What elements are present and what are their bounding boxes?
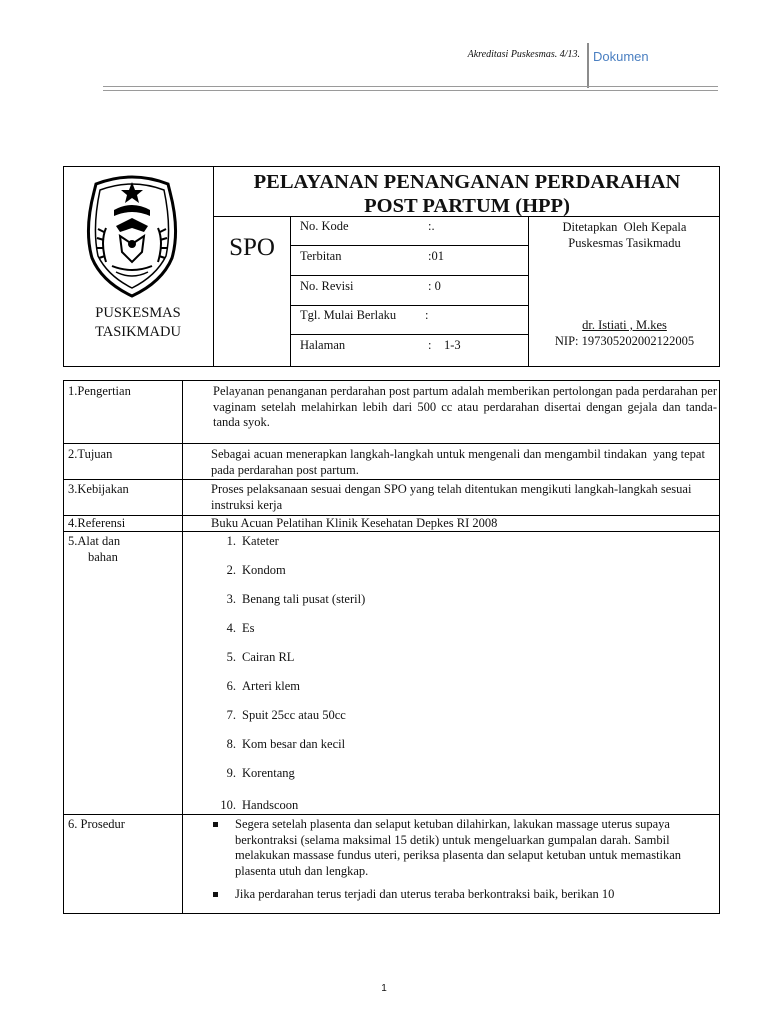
field-label: Halaman bbox=[300, 338, 346, 352]
section-text-tujuan: Sebagai acuan menerapkan langkah-langkah untuk mengenali dan mengambil tindakan yang tepat pada perdarahan post partum. bbox=[211, 447, 709, 477]
page-number: 1 bbox=[381, 983, 387, 994]
field-label: No. Kode bbox=[300, 219, 349, 233]
document-tag: Dokumen bbox=[593, 49, 649, 64]
list-item: 5. Cairan RL bbox=[226, 650, 295, 664]
approval-line2: Puskesmas Tasikmadu bbox=[568, 236, 681, 250]
field-label: Terbitan bbox=[300, 249, 342, 263]
document-title-line2: POST PARTUM (HPP) bbox=[364, 195, 570, 217]
list-item: 4. Es bbox=[226, 621, 255, 635]
approval-line1: Ditetapkan Oleh Kepala bbox=[562, 220, 687, 234]
list-item: 3. Benang tali pusat (steril) bbox=[226, 592, 366, 606]
field-value: :. bbox=[428, 219, 435, 233]
section-label-alat bbox=[68, 534, 180, 565]
procedure-step: Jika perdarahan terus terjadi dan uterus teraba berkontraksi baik, berikan 10 bbox=[213, 887, 713, 903]
organization-name bbox=[63, 304, 213, 342]
header-rule bbox=[103, 86, 718, 91]
section-text-pengertian: Pelayanan penanganan perdarahan post partum adalah memberikan pertolongan pada perdarahan per vaginam setelah melahirkan lebih dari 500 cc atau perdarahan disertai dengan gejala dan tanda-tanda syok. bbox=[213, 384, 717, 429]
section-text-referensi: Buku Acuan Pelatihan Klinik Kesehatan Depkes RI 2008 bbox=[211, 516, 498, 530]
table-divider bbox=[63, 443, 720, 444]
table-divider bbox=[290, 305, 528, 306]
field-label: No. Revisi bbox=[300, 279, 354, 293]
section-label-pengertian: 1.Pengertian bbox=[68, 384, 131, 398]
list-item: 2. Kondom bbox=[226, 563, 286, 577]
field-label: Tgl. Mulai Berlaku bbox=[300, 308, 397, 322]
field-value: : bbox=[425, 308, 429, 322]
field-value: : 1-3 bbox=[428, 338, 461, 352]
document-title-line1: PELAYANAN PENANGANAN PERDARAHAN bbox=[253, 171, 681, 193]
field-value: : 0 bbox=[428, 279, 441, 293]
list-item: 1. Kateter bbox=[226, 534, 279, 548]
section-label-alat-line2: bahan bbox=[88, 549, 118, 564]
organization-name-line2: TASIKMADU bbox=[95, 324, 181, 340]
section-label-kebijakan: 3.Kebijakan bbox=[68, 482, 129, 496]
approval-text bbox=[529, 219, 720, 251]
header-divider bbox=[587, 43, 589, 88]
table-divider bbox=[290, 245, 528, 246]
list-item: 9. Korentang bbox=[226, 766, 295, 780]
field-value: :01 bbox=[428, 249, 444, 263]
list-item: 10. Handscoon bbox=[220, 798, 299, 812]
table-divider bbox=[63, 814, 720, 815]
organization-name-line1: PUSKESMAS bbox=[95, 305, 181, 321]
signatory-nip: NIP: 197305202002122005 bbox=[554, 334, 695, 348]
tools-list bbox=[213, 534, 365, 827]
document-title bbox=[214, 170, 720, 218]
bullet-icon bbox=[213, 817, 221, 879]
header-caption: Akreditasi Puskesmas. 4/13. bbox=[467, 49, 580, 60]
table-divider bbox=[182, 380, 183, 914]
crest-logo bbox=[76, 170, 188, 300]
table-divider bbox=[290, 216, 291, 367]
procedure-steps bbox=[213, 817, 713, 911]
section-label-prosedur: 6. Prosedur bbox=[68, 817, 125, 831]
table-divider bbox=[290, 275, 528, 276]
section-label-tujuan: 2.Tujuan bbox=[68, 447, 113, 461]
list-item: 6. Arteri klem bbox=[226, 679, 300, 693]
section-label-referensi: 4.Referensi bbox=[68, 516, 126, 530]
table-divider bbox=[63, 479, 720, 480]
list-item: 7. Spuit 25cc atau 50cc bbox=[226, 708, 346, 722]
section-label-alat-line1: 5.Alat dan bbox=[68, 534, 121, 548]
bullet-icon bbox=[213, 887, 221, 903]
procedure-step: Segera setelah plasenta dan selaput ketuban dilahirkan, lakukan massage uterus supaya berkontraksi (selama maksimal 15 detik) untuk mengeluarkan gumpalan darah. Sambil melakukan massase fundus uteri, periksa plasenta dan selaput ketuban untuk memastikan plasenta utuh dan lengkap. bbox=[213, 817, 713, 879]
list-item: 8. Kom besar dan kecil bbox=[226, 737, 346, 751]
spo-label: SPO bbox=[229, 234, 275, 261]
signatory-name: dr. Istiati , M.kes bbox=[582, 318, 667, 332]
section-text-kebijakan: Proses pelaksanaan sesuai dengan SPO yang telah ditentukan mengikuti langkah-langkah sesuai instruksi kerja bbox=[211, 482, 692, 512]
table-divider bbox=[290, 334, 528, 335]
